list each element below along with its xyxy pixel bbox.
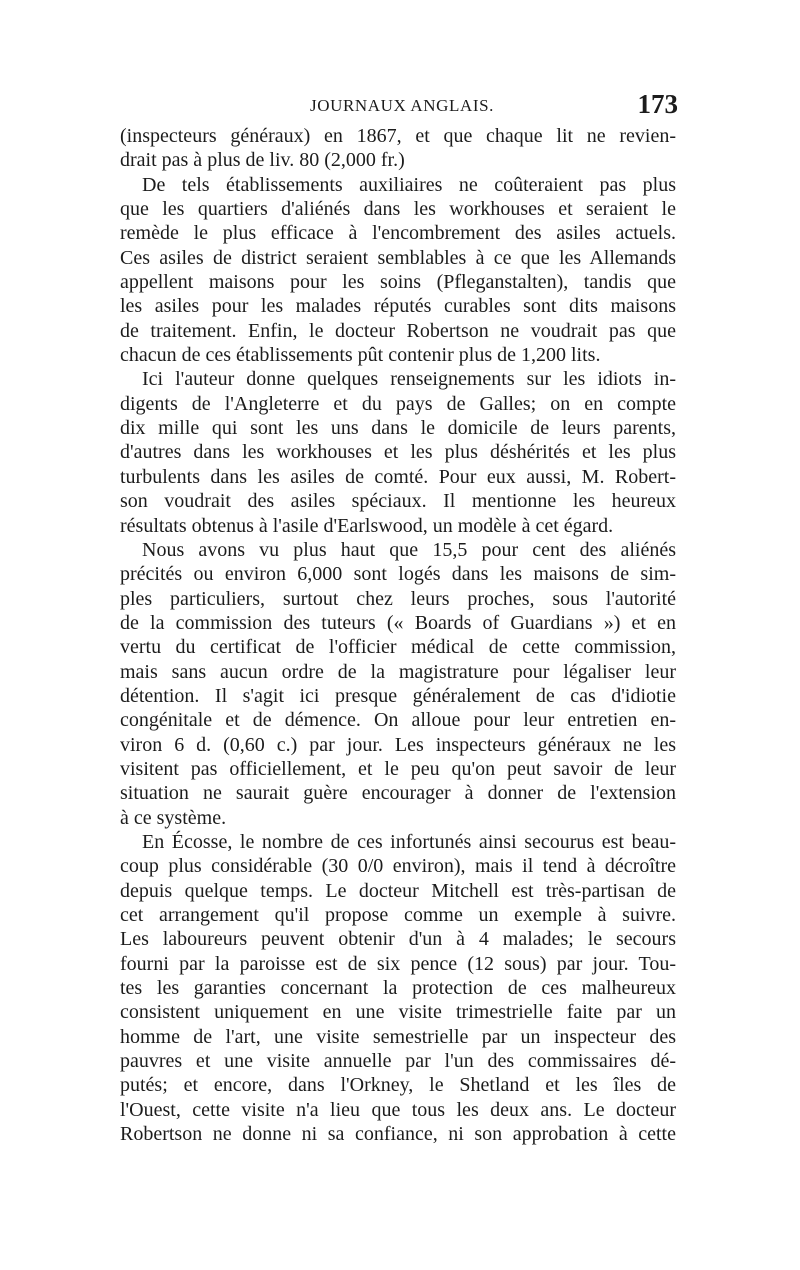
text-line: les asiles pour les malades réputés curables sont dits maisons	[120, 295, 676, 318]
text-line: viron 6 d. (0,60 c.) par jour. Les inspecteurs généraux ne les	[120, 733, 676, 756]
text-line: Les laboureurs peuvent obtenir d'un à 4 malades; le secours	[120, 928, 676, 951]
text-line: digents de l'Angleterre et du pays de Galles; on en compte	[120, 392, 676, 415]
text-line: visitent pas officiellement, et le peu qu'on peut savoir de leur	[120, 757, 676, 780]
page-number: 173	[637, 89, 678, 119]
text-line: congénitale et de démence. On alloue pour leur entretien en-	[120, 709, 676, 732]
text-line: coup plus considérable (30 0/0 environ), mais il tend à décroître	[120, 855, 676, 878]
text-line: (inspecteurs généraux) en 1867, et que chaque lit ne revien-	[120, 125, 676, 147]
running-title: JOURNAUX ANGLAIS.	[310, 96, 494, 115]
text-line: pauvres et une visite annuelle par l'un des commissaires dé-	[120, 1050, 676, 1073]
text-line: Ici l'auteur donne quelques renseignements sur les idiots in-	[142, 368, 676, 391]
body-text	[120, 124, 676, 1146]
text-line: Nous avons vu plus haut que 15,5 pour cent des aliénés	[142, 538, 676, 561]
text-line: putés; et encore, dans l'Orkney, le Shetland et les îles de	[120, 1074, 676, 1097]
text-line: chacun de ces établissements pût contenir plus de 1,200 lits.	[120, 344, 601, 367]
text-line: En Écosse, le nombre de ces infortunés ainsi secourus est beau-	[142, 830, 676, 853]
text-line: Ces asiles de district seraient semblables à ce que les Allemands	[120, 246, 676, 269]
text-line: à ce système.	[120, 806, 227, 829]
text-line: de traitement. Enfin, le docteur Robertson ne voudrait pas que	[120, 319, 676, 342]
text-line: ples particuliers, surtout chez leurs proches, sous l'autorité	[120, 587, 676, 610]
text-line: de la commission des tuteurs (« Boards of Guardians ») et en	[120, 611, 676, 634]
text-line: drait pas à plus de liv. 80 (2,000 fr.)	[120, 149, 405, 172]
running-head	[126, 89, 678, 120]
text-line: consistent uniquement en une visite trimestrielle faite par un	[120, 1001, 676, 1024]
text-line: fourni par la paroisse est de six pence (12 sous) par jour. Tou-	[120, 952, 676, 975]
text-line: résultats obtenus à l'asile d'Earlswood, un modèle à cet égard.	[120, 514, 614, 537]
text-line: situation ne saurait guère encourager à donner de l'extension	[120, 782, 676, 805]
text-line: tes les garanties concernant la protection de ces malheureux	[120, 977, 676, 1000]
text-line: d'autres dans les workhouses et les plus déshérités et les plus	[120, 441, 676, 464]
text-line: Robertson ne donne ni sa confiance, ni son approbation à cette	[120, 1123, 676, 1146]
text-line: détention. Il s'agit ici presque généralement de cas d'idiotie	[120, 684, 676, 707]
text-line: précités ou environ 6,000 sont logés dans les maisons de sim-	[120, 563, 676, 586]
text-line: vertu du certificat de l'officier médical de cette commission,	[120, 636, 676, 659]
text-line: dix mille qui sont les uns dans le domicile de leurs parents,	[120, 417, 676, 440]
text-line: son voudrait des asiles spéciaux. Il mentionne les heureux	[120, 490, 676, 513]
text-line: mais sans aucun ordre de la magistrature pour légaliser leur	[120, 660, 676, 683]
text-line: l'Ouest, cette visite n'a lieu que tous les deux ans. Le docteur	[120, 1098, 676, 1121]
text-line: De tels établissements auxiliaires ne coûteraient pas plus	[142, 173, 676, 196]
text-line: remède le plus efficace à l'encombrement des asiles actuels.	[120, 222, 676, 245]
text-line: cet arrangement qu'il propose comme un exemple à suivre.	[120, 904, 676, 926]
text-line: que les quartiers d'aliénés dans les workhouses et seraient le	[120, 198, 676, 221]
text-line: turbulents dans les asiles de comté. Pour eux aussi, M. Robert-	[120, 465, 676, 488]
text-line: homme de l'art, une visite semestrielle par un inspecteur des	[120, 1025, 676, 1048]
text-line: appellent maisons pour les soins (Pfleganstalten), tandis que	[120, 271, 676, 294]
text-line: depuis quelque temps. Le docteur Mitchell est très-partisan de	[120, 879, 676, 902]
